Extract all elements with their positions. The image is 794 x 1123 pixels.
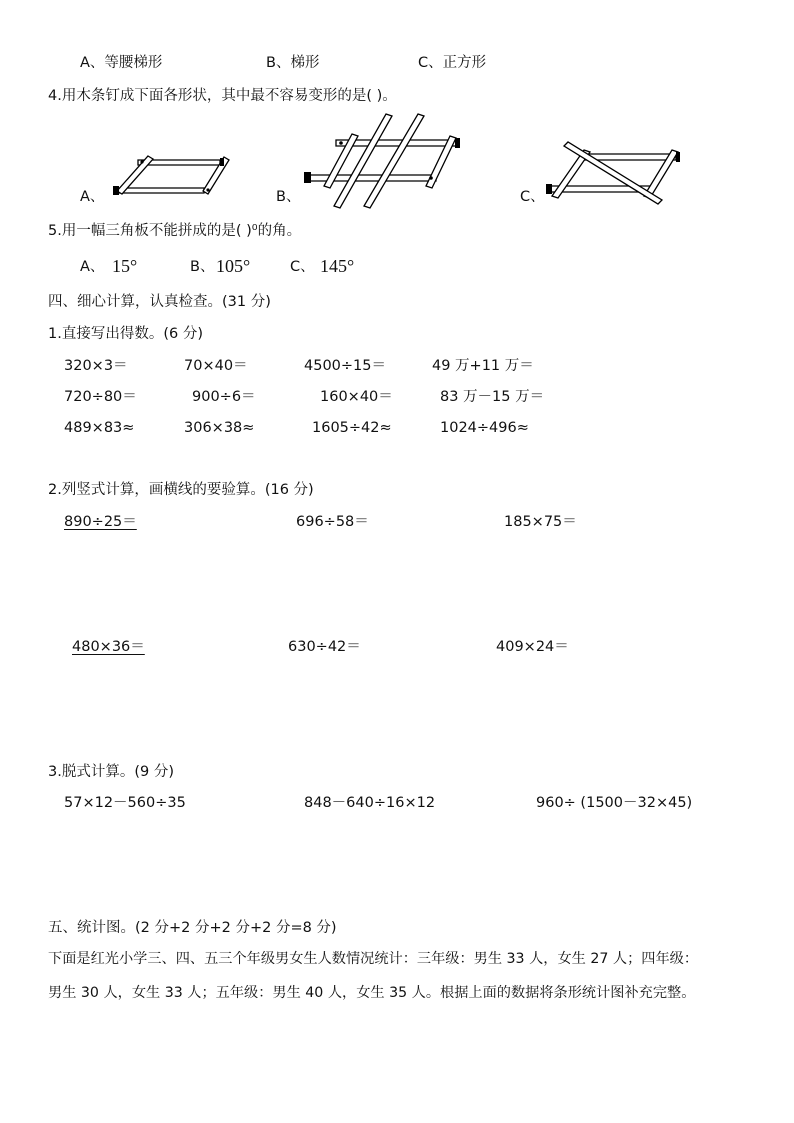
vertical-calc-item: 185×75＝: [504, 514, 577, 530]
part3-title: 3.脱式计算。(9 分): [48, 764, 174, 780]
stepwise-calc-item: 960÷ (1500－32×45): [536, 795, 693, 811]
q5-option-a-value: 15°: [112, 256, 138, 276]
stepwise-calc-item: 57×12－560÷35: [64, 795, 186, 811]
oral-calc-item: 4500÷15＝: [304, 358, 387, 374]
part2-title: 2.列竖式计算，画横线的要验算。(16 分): [48, 482, 314, 498]
oral-calc-item: 1024÷496≈: [440, 420, 529, 436]
section4-title: 四、细心计算，认真检查。(31 分): [48, 294, 271, 310]
oral-calc-item: 49 万+11 万＝: [432, 358, 534, 374]
section5-title: 五、统计图。(2 分+2 分+2 分+2 分=8 分): [48, 920, 337, 936]
vertical-calc-item: 409×24＝: [496, 639, 569, 655]
oral-calc-item: 720÷80＝: [64, 389, 137, 405]
section5-description-line2: 男生 30 人，女生 33 人；五年级：男生 40 人，女生 35 人。根据上面的数据将条形统计图补充完整。: [48, 985, 696, 1001]
oral-calc-item: 900÷6＝: [192, 389, 256, 405]
q5-option-c-letter: C、: [290, 259, 315, 275]
q5-option-c-value: 145°: [320, 256, 355, 276]
q4-figure-b-crossed-frame: [300, 112, 470, 210]
part1-title: 1.直接写出得数。(6 分): [48, 326, 203, 342]
oral-calc-item: 306×38≈: [184, 420, 255, 436]
q4-figure-a-parallelogram: [108, 150, 238, 200]
q5-stem: 5.用一幅三角板不能拼成的是( )⁰的角。: [48, 223, 302, 239]
oral-calc-item: 1605÷42≈: [312, 420, 392, 436]
q3-option-c: C、正方形: [418, 55, 487, 71]
stepwise-calc-item: 848－640÷16×12: [304, 795, 436, 811]
q5-option-b-value: 105°: [216, 256, 251, 276]
q3-option-a: A、等腰梯形: [80, 55, 163, 71]
vertical-calc-item-verify: 480×36＝: [72, 639, 145, 655]
q4-figure-c-braced-frame: [540, 140, 690, 208]
oral-calc-item: 83 万－15 万＝: [440, 389, 545, 405]
oral-calc-item: 320×3＝: [64, 358, 128, 374]
q4-option-b-label: B、: [276, 189, 301, 205]
q5-option-a-letter: A、: [80, 259, 105, 275]
section5-description-line1: 下面是红光小学三、四、五三个年级男女生人数情况统计：三年级：男生 33 人，女生 27 人；四年级：: [48, 951, 699, 967]
vertical-calc-item-verify: 890÷25＝: [64, 514, 137, 530]
oral-calc-item: 70×40＝: [184, 358, 248, 374]
vertical-calc-item: 630÷42＝: [288, 639, 361, 655]
q5-option-b-letter: B、: [190, 259, 215, 275]
q4-option-a-label: A、: [80, 189, 105, 205]
oral-calc-item: 160×40＝: [320, 389, 393, 405]
q3-option-b: B、梯形: [266, 55, 320, 71]
q4-option-c-label: C、: [520, 189, 545, 205]
vertical-calc-item: 696÷58＝: [296, 514, 369, 530]
oral-calc-item: 489×83≈: [64, 420, 135, 436]
q4-stem: 4.用木条钉成下面各形状，其中最不容易变形的是( )。: [48, 88, 397, 104]
